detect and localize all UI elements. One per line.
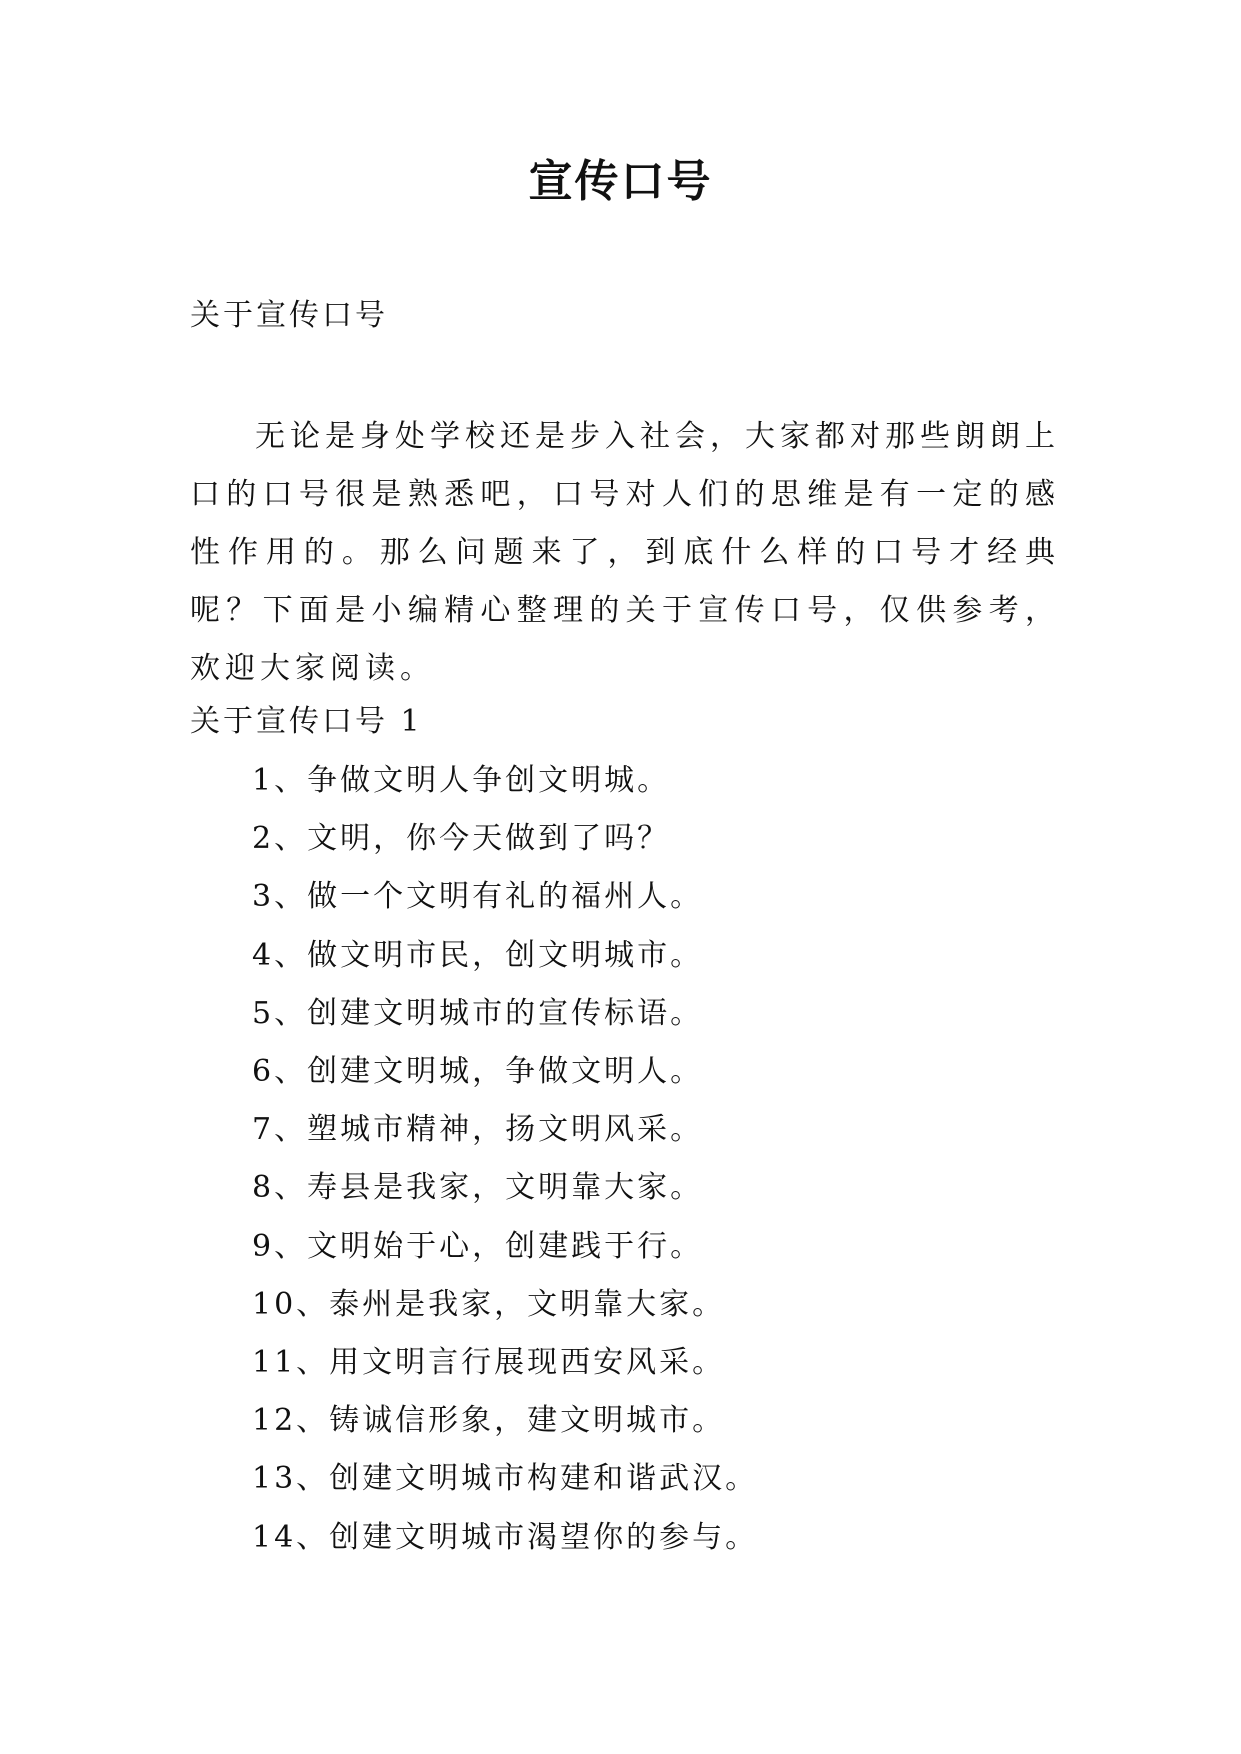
list-item: 5、创建文明城市的宣传标语。 xyxy=(252,995,704,1031)
list-item: 14、创建文明城市渴望你的参与。 xyxy=(252,1519,759,1555)
section-heading: 关于宣传口号 1 xyxy=(190,704,423,739)
list-item: 13、创建文明城市构建和谐武汉。 xyxy=(252,1461,759,1497)
subtitle: 关于宣传口号 xyxy=(190,298,388,333)
list-item: 4、做文明市民，创文明城市。 xyxy=(252,937,704,973)
slogan-list xyxy=(252,752,758,1567)
list-item: 11、用文明言行展现西安风采。 xyxy=(252,1345,726,1381)
list-item: 8、寿县是我家，文明靠大家。 xyxy=(252,1170,704,1206)
list-item: 7、塑城市精神，扬文明风采。 xyxy=(252,1112,704,1148)
list-item: 3、做一个文明有礼的福州人。 xyxy=(252,879,704,915)
list-item: 9、文明始于心，创建践于行。 xyxy=(252,1228,704,1264)
list-item: 2、文明，你今天做到了吗？ xyxy=(252,821,671,857)
list-item: 10、泰州是我家，文明靠大家。 xyxy=(252,1286,726,1322)
page-title: 宣传口号 xyxy=(528,156,713,207)
list-item: 6、创建文明城，争做文明人。 xyxy=(252,1054,704,1090)
intro-paragraph: 无论是身处学校还是步入社会，大家都对那些朗朗上口的口号很是熟悉吧，口号对人们的思维是有一定的感性作用的。那么问题来了，到底什么样的口号才经典呢？下面是小编精心整理的关于宣传口号，仅供参考，欢迎大家阅读。 xyxy=(190,419,1060,686)
list-item: 1、争做文明人争创文明城。 xyxy=(252,763,671,798)
list-item: 12、铸诚信形象，建文明城市。 xyxy=(252,1403,726,1439)
